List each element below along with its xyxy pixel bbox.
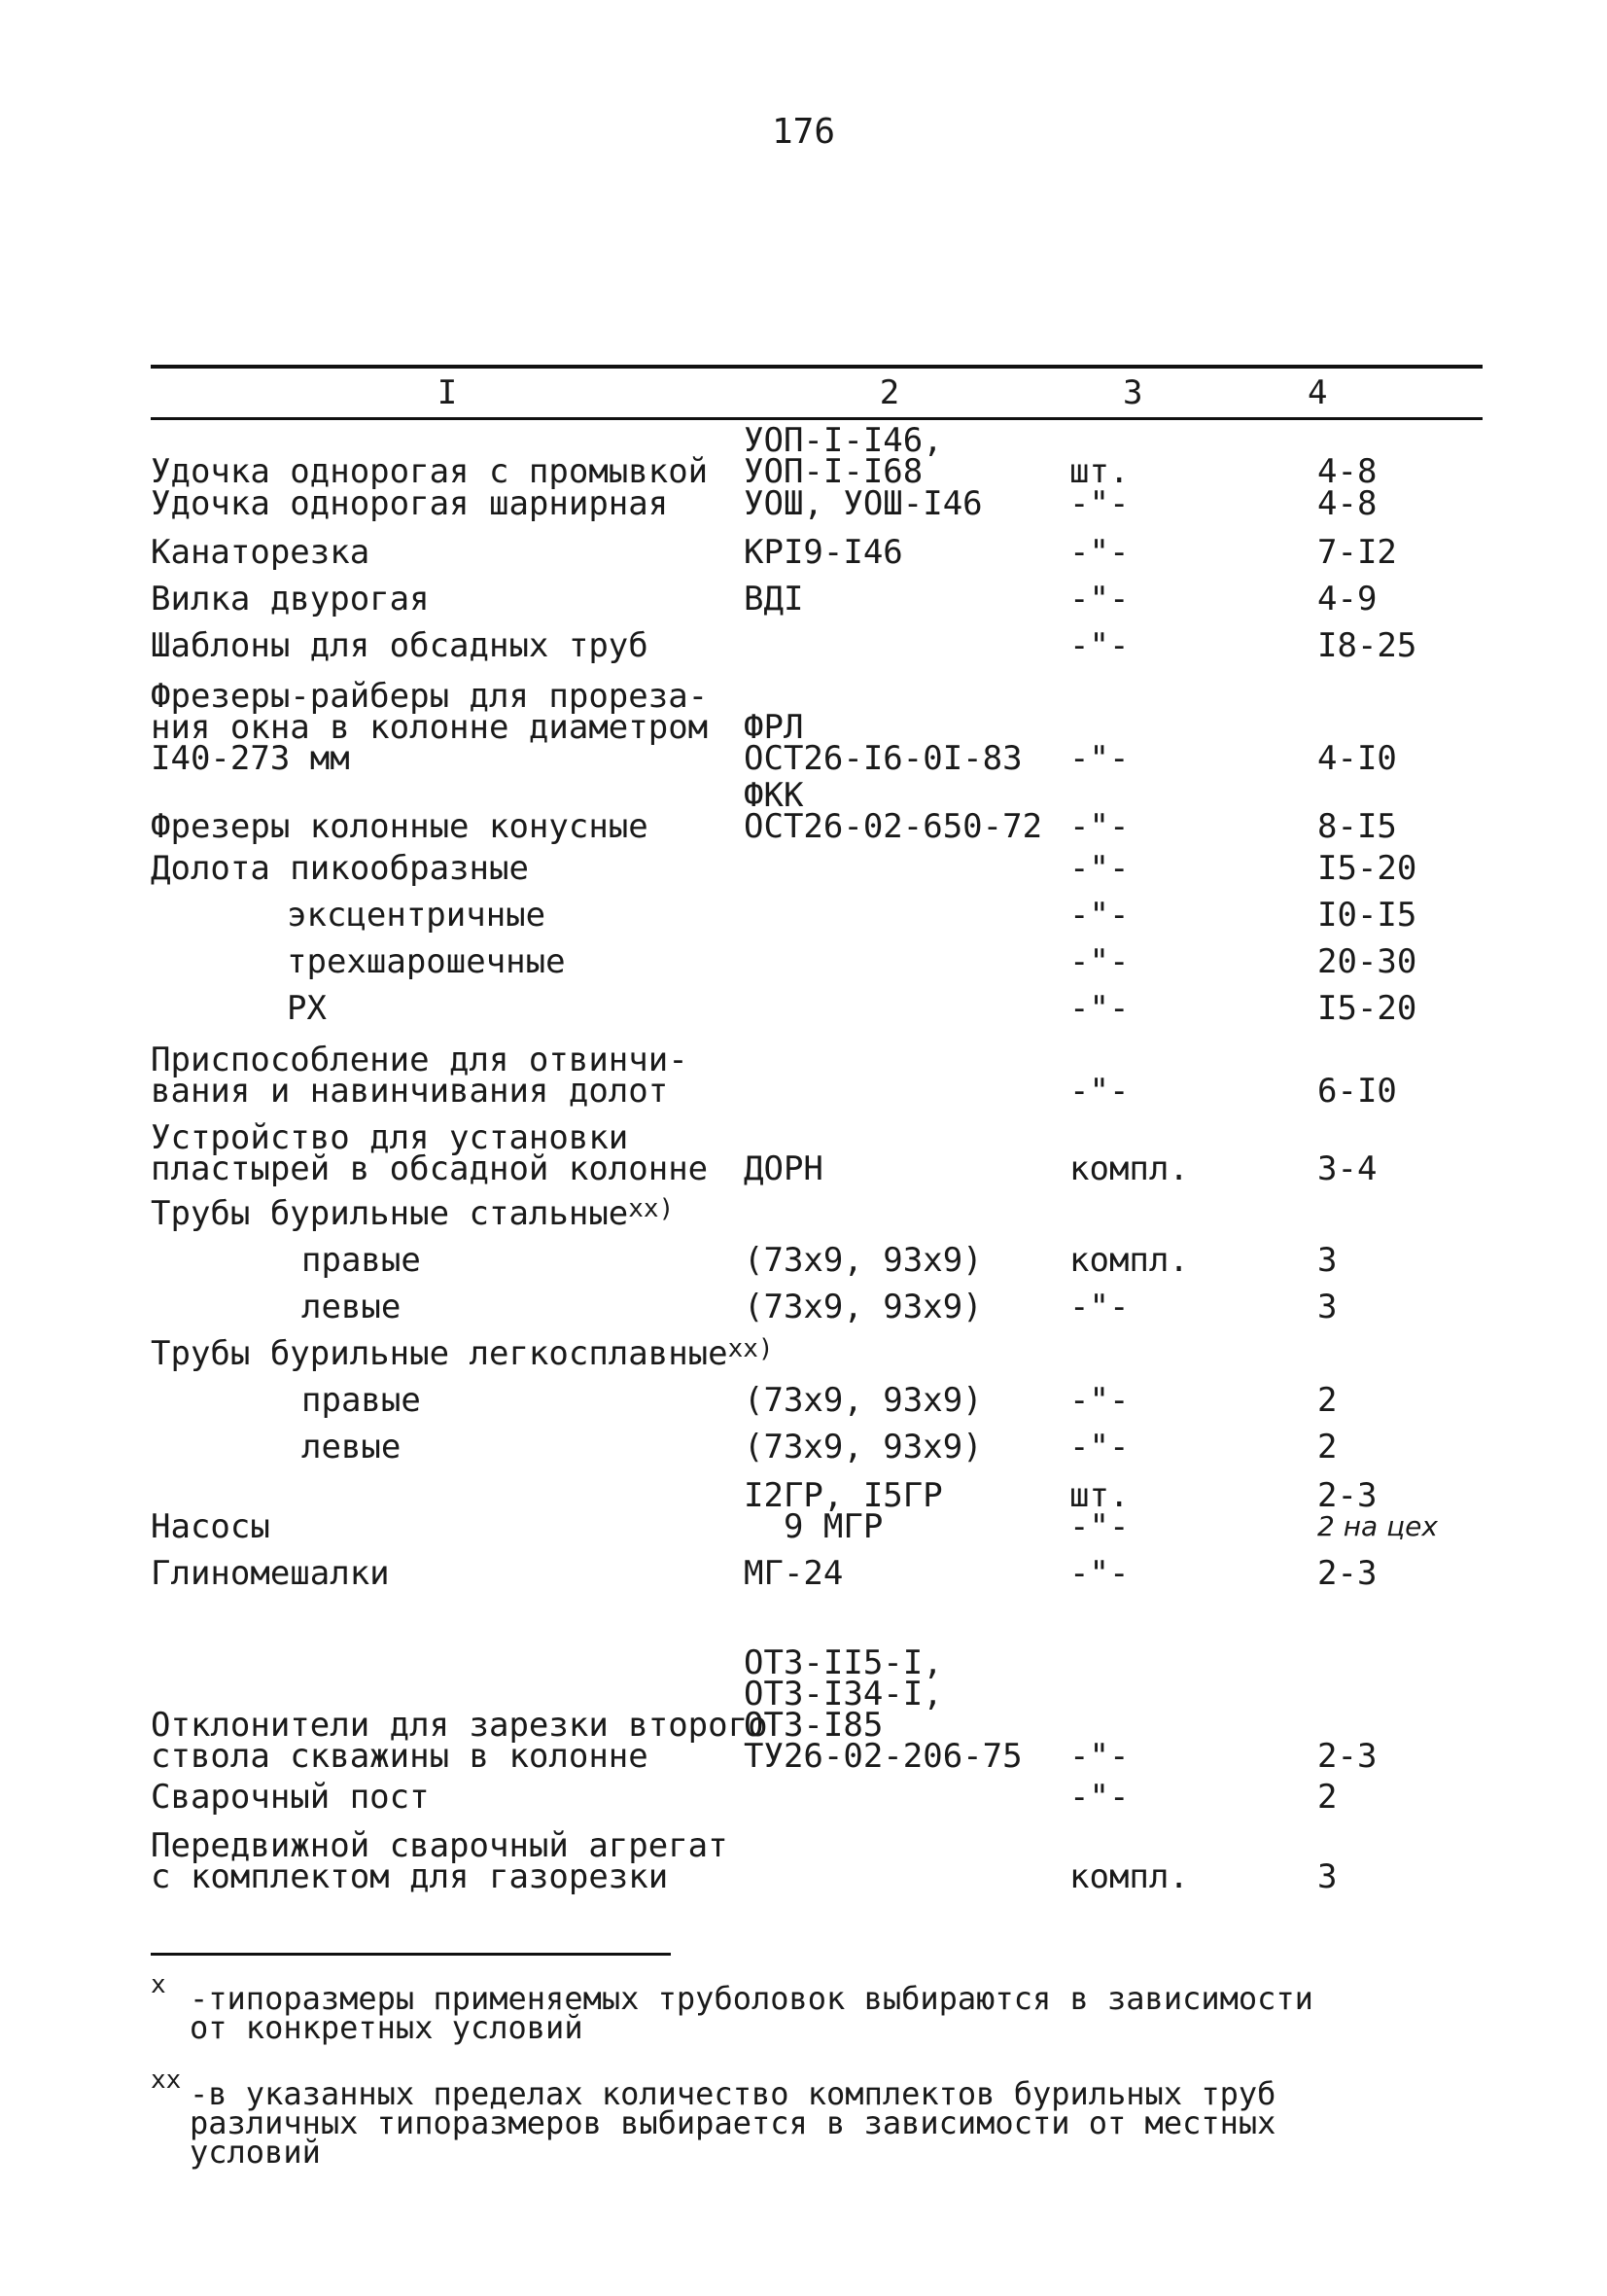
cell-text: 3-4 [1317,1149,1378,1188]
table-row [151,1194,1483,1233]
table-cell-col1 [151,1507,744,1546]
table-cell-col3 [1069,1149,1317,1188]
table-cell-col4 [1317,807,1483,846]
cell-text: -"- [1069,1554,1130,1593]
table-row [151,989,1483,1028]
footnote-xx [151,2066,1415,2171]
cell-text: Фрезеры колонные конусные [151,807,648,846]
table-cell-col4 [1317,1149,1483,1188]
table-cell-col3 [1069,849,1317,888]
table-cell-col1 [151,849,744,888]
table-cell-col3 [1069,580,1317,618]
cell-text: Удочка однорогая шарнирная [151,484,669,523]
cell-text: Трубы бурильные стальные [151,1194,629,1233]
table-cell-col3 [1069,989,1317,1028]
table-row [151,1476,1483,1546]
table-cell-col3 [1069,626,1317,665]
table-cell-col4 [1317,1476,1483,1542]
cell-text: трехшарошечные [287,942,566,981]
cell-text: ФРЛ ОСТ26-I6-0I-83 [744,708,1023,778]
footnote-reference: xx) [628,1194,675,1223]
cell-text: -"- [1069,942,1130,981]
table-cell-col2 [744,533,1069,572]
footnote-separator [151,1953,671,1956]
cell-text: Трубы бурильные легкосплавные [151,1334,728,1373]
cell-text: КРI9-I46 [744,533,903,572]
cell-text: правые [301,1241,421,1280]
cell-text: 2 [1317,1778,1338,1817]
table-row [151,942,1483,981]
table-cell-col1 [151,989,744,1028]
cell-text: 3 [1317,1288,1338,1326]
table-row [151,580,1483,618]
cell-text: компл. [1069,1241,1189,1280]
table-cell-col3 [1069,1381,1317,1420]
cell-text: УОШ, УОШ-I46 [744,484,983,523]
table-cell-col2 [744,1554,1069,1593]
table-cell-col1 [151,1381,744,1420]
table-cell-col2 [744,1616,1069,1776]
cell-text: Сварочный пост [151,1778,430,1817]
table-cell-col2 [744,1149,1069,1188]
column-header-1: I [437,373,458,412]
footnote-mark: xx [151,2066,182,2095]
cell-text: ВДI [744,580,804,618]
cell-text: I5-20 [1317,989,1417,1028]
table-cell-col3 [1069,807,1317,846]
table-cell-col2 [744,484,1069,523]
table-cell-col1 [151,677,744,778]
table-cell-col2 [744,1381,1069,1420]
table-cell-col4 [1317,849,1483,888]
cell-text: 4-8 [1317,452,1378,491]
table-row [151,1041,1483,1111]
cell-text: -"- [1069,484,1130,523]
table-row [151,626,1483,665]
table-cell-col4 [1317,896,1483,935]
cell-text: Долота пикообразные [151,849,529,888]
table-cell-col4 [1317,989,1483,1028]
table-cell-col1 [151,1194,744,1233]
table-row [151,533,1483,572]
cell-text: -"- [1069,739,1130,778]
cell-text: -"- [1069,896,1130,935]
cell-text: 2 [1317,1381,1338,1420]
equipment-table [151,365,1483,1937]
cell-text: 4-8 [1317,484,1378,523]
cell-text: -"- [1069,1737,1130,1776]
cell-text: МГ-24 [744,1554,844,1593]
cell-text: Удочка однорогая с промывкой [151,452,709,491]
table-cell-col4 [1317,452,1483,491]
table-row [151,1381,1483,1420]
cell-text: шт. [1069,452,1130,491]
table-cell-col1 [151,807,744,846]
cell-text: -"- [1069,807,1130,846]
table-cell-col4 [1317,626,1483,665]
table-cell-col3 [1069,1778,1317,1817]
cell-text: 2 [1317,1428,1338,1466]
footnote-x [151,1970,1415,2046]
cell-text: -"- [1069,533,1130,572]
table-cell-col2 [744,1476,1069,1546]
table-row [151,1826,1483,1896]
cell-text: -"- [1069,1072,1130,1111]
cell-text: Вилка двурогая [151,580,430,618]
cell-text: ФКК ОСТ26-02-650-72 [744,776,1043,846]
cell-text: -"- [1069,1288,1130,1326]
table-cell-col3 [1069,484,1317,523]
cell-text: -"- [1069,1778,1130,1817]
table-cell-col3 [1069,896,1317,935]
table-cell-col1 [151,626,744,665]
column-header-2: 2 [879,373,900,412]
table-row [151,1334,1483,1373]
cell-text: I8-25 [1317,626,1417,665]
table-cell-col1 [151,1554,744,1593]
cell-text: -"- [1069,1428,1130,1466]
cell-text: Шаблоны для обсадных труб [151,626,648,665]
table-cell-col3 [1069,1857,1317,1896]
table-cell-col1 [151,1041,744,1111]
cell-text: левые [301,1428,402,1466]
cell-text: (73x9, 93x9) [744,1241,983,1280]
table-body [151,420,1483,1937]
table-cell-col2 [744,1428,1069,1466]
table-cell-col1 [151,1241,744,1280]
table-row [151,484,1483,523]
cell-text: Отклонители для зарезки второго ствола скважины в колонне [151,1706,768,1776]
cell-text: I0-I5 [1317,896,1417,935]
table-cell-col4 [1317,1554,1483,1593]
footnote-mark: x [151,1970,166,1999]
cell-text: левые [301,1288,402,1326]
footnote-reference: xx) [727,1334,774,1363]
cell-text: Канаторезка [151,533,370,572]
cell-text: 4-9 [1317,580,1378,618]
table-row [151,1778,1483,1817]
table-cell-col1 [151,484,744,523]
cell-text: Приспособление для отвинчи- вания и навинчивания долот [151,1041,688,1111]
table-cell-col1 [151,1826,744,1896]
table-cell-col1 [151,1428,744,1466]
table-cell-col3 [1069,1554,1317,1593]
table-row [151,677,1483,778]
table-cell-col2 [744,580,1069,618]
table-row [151,421,1483,491]
table-cell-col3 [1069,739,1317,778]
table-cell-col1 [151,942,744,981]
table-row [151,849,1483,888]
column-header-4: 4 [1308,373,1328,412]
table-cell-col3 [1069,1737,1317,1776]
table-cell-col1 [151,1778,744,1817]
table-cell-col2 [744,421,1069,491]
cell-text: 3 [1317,1241,1338,1280]
page-number: 176 [771,112,836,152]
cell-text: -"- [1069,989,1130,1028]
table-row [151,1118,1483,1188]
table-cell-col3 [1069,1476,1317,1546]
cell-text: 20-30 [1317,942,1417,981]
cell-text: 7-I2 [1317,533,1397,572]
table-cell-col2 [744,708,1069,778]
table-header-row [151,369,1483,417]
table-cell-col4 [1317,1428,1483,1466]
cell-text: 3 [1317,1857,1338,1896]
table-cell-col2 [744,1288,1069,1326]
cell-text: правые [301,1381,421,1420]
table-cell-col1 [151,533,744,572]
table-row [151,1288,1483,1326]
table-cell-col4 [1317,1778,1483,1817]
table-cell-col1 [151,1288,744,1326]
cell-text: Передвижной сварочный агрегат с комплектом для газорезки [151,1826,728,1896]
table-cell-col1 [151,1118,744,1188]
cell-text: I5-20 [1317,849,1417,888]
table-row [151,1554,1483,1593]
cell-text: I2ГР, I5ГР 9 МГР [744,1476,943,1546]
cell-text: эксцентричные [287,896,546,935]
table-cell-col4 [1317,1288,1483,1326]
cell-text: Глиномешалки [151,1554,390,1593]
table-cell-col4 [1317,1857,1483,1896]
table-cell-col3 [1069,1241,1317,1280]
cell-text: 2-3 [1317,1737,1378,1776]
table-cell-col1 [151,896,744,935]
table-cell-col4 [1317,1072,1483,1111]
table-cell-col3 [1069,1072,1317,1111]
cell-text: 6-I0 [1317,1072,1397,1111]
table-cell-col1 [151,1334,774,1373]
table-cell-col4 [1317,484,1483,523]
table-cell-col3 [1069,533,1317,572]
cell-text: УОП-I-I46, УОП-I-I68 [744,421,943,491]
cell-text: ДОРН [744,1149,823,1188]
table-cell-col1 [151,452,744,491]
cell-text: компл. [1069,1857,1189,1896]
cell-text: РХ [287,989,327,1028]
footnote-text: -в указанных пределах количество комплектов бурильных труб различных типоразмеров выбирается в зависимости от местных условий [190,2075,1276,2171]
table-row [151,1616,1483,1776]
column-header-3: 3 [1123,373,1143,412]
handwritten-note: 2 на цех [1317,1510,1438,1542]
cell-text: -"- [1069,1381,1130,1420]
cell-text: -"- [1069,849,1130,888]
cell-text: шт. -"- [1069,1476,1130,1546]
table-cell-col1 [151,580,744,618]
table-cell-col3 [1069,1428,1317,1466]
cell-text: 8-I5 [1317,807,1397,846]
table-cell-col4 [1317,1381,1483,1420]
table-cell-col4 [1317,580,1483,618]
table-cell-col3 [1069,942,1317,981]
cell-text: Устройство для установки пластырей в обсадной колонне [151,1118,709,1188]
cell-text: -"- [1069,580,1130,618]
table-cell-col4 [1317,1737,1483,1776]
cell-text: (73x9, 93x9) [744,1381,983,1420]
table-cell-col2 [744,1241,1069,1280]
cell-text: компл. [1069,1149,1189,1188]
cell-text: 4-I0 [1317,739,1397,778]
cell-text: 2-3 [1317,1554,1378,1593]
footnote-text: -типоразмеры применяемых труболовок выбираются в зависимости от конкретных условий [190,1980,1313,2046]
table-cell-col4 [1317,942,1483,981]
cell-text: Насосы [151,1507,270,1546]
table-row [151,776,1483,846]
table-row [151,1428,1483,1466]
cell-text: -"- [1069,626,1130,665]
table-cell-col3 [1069,452,1317,491]
table-cell-col2 [744,776,1069,846]
table-cell-col3 [1069,1288,1317,1326]
table-cell-col1 [151,1706,768,1776]
cell-text: Фрезеры-райберы для прореза- ния окна в колонне диаметром I40-273 мм [151,677,709,778]
cell-text: (73x9, 93x9) [744,1428,983,1466]
table-row [151,1241,1483,1280]
table-cell-col4 [1317,739,1483,778]
cell-text: (73x9, 93x9) [744,1288,983,1326]
cell-text: 2-3 [1317,1476,1378,1515]
table-cell-col4 [1317,1241,1483,1280]
table-row [151,896,1483,935]
table-cell-col4 [1317,533,1483,572]
cell-text: ОТЗ-II5-I, ОТЗ-I34-I, ОТЗ-I85 ТУ26-02-206-75 [744,1643,1023,1776]
